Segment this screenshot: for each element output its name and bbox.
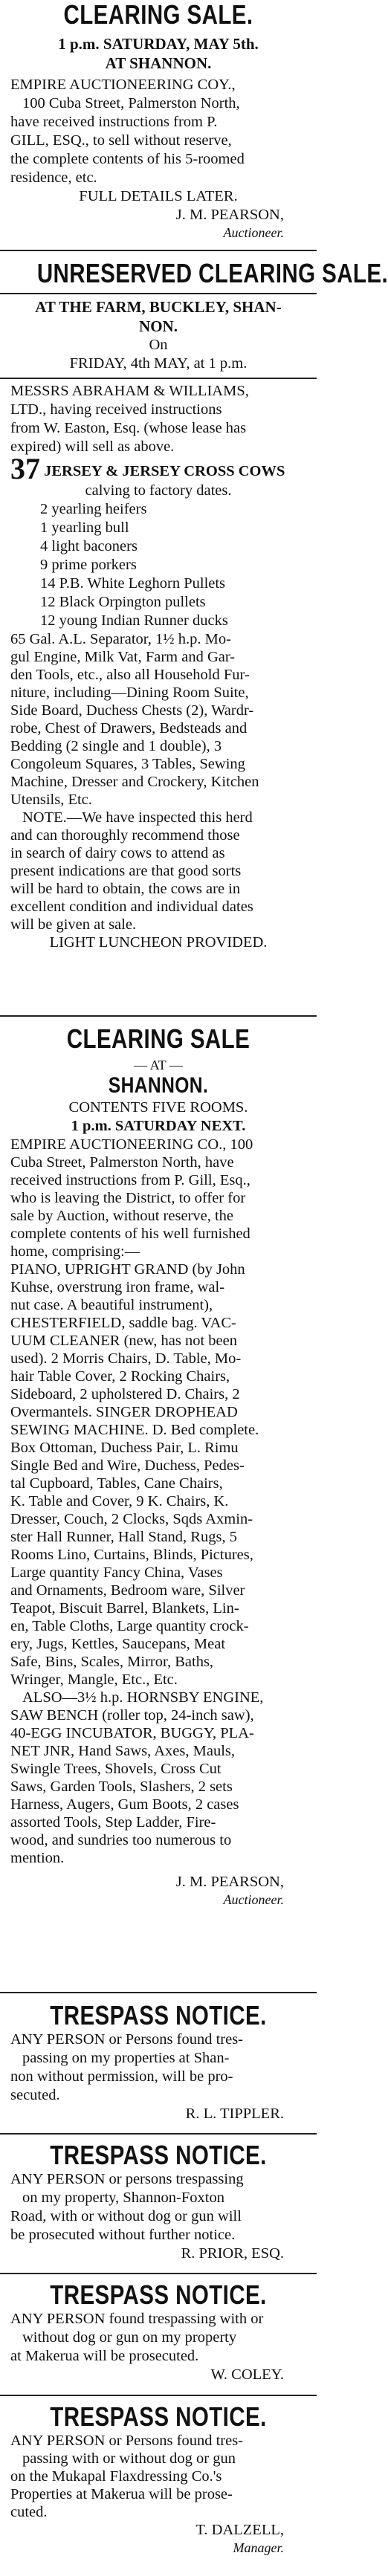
ad3-time: 1 p.m. SATURDAY NEXT.	[71, 1118, 246, 1134]
ad3-line: CHESTERFIELD, saddle bag. VAC-	[10, 1315, 236, 1331]
divider	[0, 1992, 317, 1993]
ad3-line: EMPIRE AUCTIONEERING CO., 100	[10, 1136, 253, 1153]
ad-clearing-sale-may	[0, 0, 317, 241]
ad1-line: GILL, ESQ., to sell without reserve,	[10, 132, 232, 149]
ad3-line: tal Cupboard, Tables, Cane Chairs,	[10, 1475, 223, 1492]
ad2-line: gul Engine, Milk Vat, Farm and Gar-	[10, 649, 236, 665]
ad3-line: assorted Tools, Step Ladder, Fire-	[10, 1814, 216, 1831]
ad1-date: 1 p.m. SATURDAY, MAY 5th.	[58, 35, 259, 53]
ad6-signature: W. COLEY.	[210, 2366, 284, 2383]
ad2-line: Congoleum Squares, 3 Tables, Sewing	[10, 756, 245, 772]
ad6-line: at Makerua will be prosecuted.	[10, 2348, 199, 2364]
ad5-line: on my property, Shannon-Foxton	[22, 2190, 224, 2206]
ad3-signature: J. M. PEARSON,	[175, 1874, 284, 1890]
ad2-item: 2 yearling heifers	[40, 501, 147, 517]
ad3-line: Single Bed and Wire, Duchess, Pedes-	[10, 1457, 245, 1474]
ad2-line: expired) will sell as above.	[10, 438, 175, 455]
ad1-line: the complete contents of his 5-roomed	[10, 151, 245, 167]
ad3-role: Auctioneer.	[223, 1892, 284, 1907]
ad3-line: complete contents of his well furnished	[10, 1226, 250, 1242]
ad3-line: en, Table Cloths, Large quantity crock-	[10, 1618, 249, 1634]
ad3-headline: CLEARING SALE	[66, 1023, 250, 1054]
ad-unreserved-clearing-sale	[0, 258, 388, 952]
ad2-intro	[10, 382, 306, 456]
ad3-line: Overmantels. SINGER DROPHEAD	[10, 1404, 238, 1420]
ad3-line: 40-EGG INCUBATOR, BUGGY, PLA-	[10, 1725, 254, 1741]
divider	[0, 250, 317, 251]
ad2-line: in search of dairy cows to attend as	[10, 845, 225, 861]
ad3-line: Rooms Lino, Curtains, Blinds, Pictures,	[10, 1547, 253, 1563]
ad2-line: MESSRS ABRAHAM & WILLIAMS,	[10, 383, 249, 399]
ad3-line: Harness, Augers, Gum Boots, 2 cases	[10, 1796, 239, 1813]
ad3-line: who is leaving the District, to offer for	[10, 1190, 246, 1206]
divider	[0, 293, 317, 294]
ad3-line: Swingle Trees, Shovels, Cross Cut	[10, 1761, 222, 1777]
ad2-line: Utensils, Etc.	[10, 792, 92, 808]
ad2-line: will be hard to obtain, the cows are in	[10, 881, 241, 897]
ad3-line: Saws, Garden Tools, Slashers, 2 sets	[10, 1779, 233, 1795]
ad3-line: ery, Jugs, Kettles, Saucepans, Meat	[10, 1636, 226, 1652]
ad6-line: ANY PERSON found trespassing with or	[10, 2311, 264, 2327]
ad3-line: and Ornaments, Bedroom ware, Silver	[10, 1582, 245, 1599]
ad2-item: 9 prime porkers	[40, 557, 137, 573]
ad3-line: SEWING MACHINE. D. Bed complete.	[10, 1422, 259, 1438]
ad2-on: On	[149, 337, 168, 353]
ad3-line: home, comprising:—	[10, 1243, 140, 1260]
ad3-line: ALSO—3½ h.p. HORNSBY ENGINE,	[22, 1689, 264, 1706]
ad3-line: wood, and sundries too numerous to	[10, 1832, 232, 1848]
ad1-line: have received instructions from P.	[10, 114, 218, 130]
ad5-line: ANY PERSON or persons trespassing	[10, 2171, 244, 2187]
divider	[0, 2273, 317, 2274]
ad-clearing-sale-shannon	[0, 1024, 317, 1908]
divider	[0, 1015, 317, 1017]
ad-trespass-coley	[0, 2280, 317, 2384]
ad2-cows-number: 37	[10, 452, 40, 485]
ad1-line: 100 Cuba Street, Palmerston North,	[22, 95, 240, 111]
ad3-line: K. Table and Cover, 9 K. Chairs, K.	[10, 1493, 229, 1509]
ad7-line: Properties at Makerua will be prose-	[10, 2486, 233, 2502]
ad4-headline: TRESPASS NOTICE.	[50, 2000, 267, 2030]
ad3-line: Box Ottoman, Duchess Pair, L. Rimu	[10, 1440, 239, 1456]
ad2-line: niture, including—Dining Room Suite,	[10, 685, 249, 701]
ad3-line: PIANO, UPRIGHT GRAND (by John	[10, 1261, 245, 1278]
ad6-headline: TRESPASS NOTICE.	[50, 2279, 267, 2310]
divider	[0, 2133, 317, 2135]
ad2-note	[10, 809, 306, 933]
ad2-cows-sub: calving to factory dates.	[85, 482, 232, 499]
divider	[0, 2395, 317, 2396]
ad2-item: 12 Black Orpington pullets	[40, 594, 206, 610]
ad2-cows	[10, 452, 306, 485]
ad2-lunch: LIGHT LUNCHEON PROVIDED.	[49, 934, 268, 951]
ad2-line: and can thoroughly recommend those	[10, 827, 240, 844]
ad2-line: den Tools, etc., also all Household Fur-	[10, 667, 250, 683]
ad3-at: — AT —	[134, 1058, 183, 1072]
ad3-body	[10, 1136, 306, 1867]
ad1-details: FULL DETAILS LATER.	[79, 188, 238, 204]
ad2-line: NOTE.—We have inspected this herd	[22, 809, 253, 826]
ad3-line: UUM CLEANER (new, has not been	[10, 1333, 237, 1349]
divider	[0, 378, 317, 379]
ad2-farm-line: NON.	[139, 317, 178, 335]
ad1-role: Auctioneer.	[223, 225, 284, 240]
ad2-line: Bedding (2 single and 1 double), 3	[10, 738, 222, 754]
ad-trespass-prior	[0, 2140, 317, 2263]
ad4-line: secuted.	[10, 2087, 60, 2103]
ad7-line: ANY PERSON or Persons found tres-	[10, 2433, 243, 2449]
ad2-item: 4 light baconers	[40, 538, 138, 554]
ad3-line: NET JNR, Hand Saws, Axes, Mauls,	[10, 1743, 235, 1759]
ad3-line: hair Table Cover, 2 Rocking Chairs,	[10, 1368, 230, 1385]
ad6-line: without dog or gun on my property	[22, 2329, 237, 2346]
ad3-place: SHANNON.	[108, 1073, 209, 1098]
ad2-item: 1 yearling bull	[40, 520, 129, 536]
ad2-line: robe, Chest of Drawers, Bedsteads and	[10, 720, 248, 737]
ad4-line: passing on my properties at Shan-	[22, 2050, 230, 2066]
ad7-headline: TRESPASS NOTICE.	[50, 2401, 267, 2432]
ad7-line: cuted.	[10, 2504, 48, 2520]
ad5-line: be prosecuted without further notice.	[10, 2227, 236, 2243]
ad3-line: Teapot, Biscuit Barrel, Blankets, Lin-	[10, 1600, 239, 1617]
ad3-line: Cuba Street, Palmerston North, have	[10, 1154, 234, 1171]
ad-trespass-dalzell	[0, 2402, 317, 2556]
ad1-place: AT SHANNON.	[105, 54, 212, 72]
ad3-line: Sideboard, 2 upholstered D. Chairs, 2	[10, 1386, 240, 1402]
ad2-line: will be given at sale.	[10, 916, 137, 933]
ad2-line: present indications are that good sorts	[10, 863, 242, 879]
ad4-line: ANY PERSON or Persons found tres-	[10, 2031, 243, 2048]
ad3-line: Kuhse, overstrung iron frame, wal-	[10, 1279, 225, 1295]
ad2-items	[10, 500, 306, 630]
ad2-item: 14 P.B. White Leghorn Pullets	[40, 575, 226, 592]
ad3-rooms: CONTENTS FIVE ROOMS.	[68, 1099, 248, 1116]
ad5-signature: R. PRIOR, ESQ.	[181, 2245, 284, 2262]
ad7-signature: T. DALZELL,	[195, 2522, 284, 2538]
ad2-date: FRIDAY, 4th MAY, at 1 p.m.	[69, 355, 248, 372]
ad3-line: Safe, Bins, Scales, Mirror, Baths,	[10, 1654, 214, 1670]
ad2-headline: UNRESERVED CLEARING SALE.	[36, 258, 388, 288]
ad1-headline: CLEARING SALE.	[63, 0, 253, 30]
ad3-line: sale by Auction, without reserve, the	[10, 1208, 234, 1224]
ad2-cows-text: JERSEY & JERSEY CROSS COWS	[44, 463, 285, 479]
ad4-body	[10, 2030, 306, 2105]
ad1-line: residence, etc.	[10, 169, 97, 186]
ad1-line: EMPIRE AUCTIONEERING COY.,	[10, 77, 236, 93]
ad4-line: non without permission, will be pro-	[10, 2068, 233, 2085]
ad2-line: from W. Easton, Esq. (whose lease has	[10, 420, 247, 436]
ad3-line: Large quantity Fancy China, Vases	[10, 1564, 223, 1581]
ad2-item: 12 young Indian Runner ducks	[40, 612, 228, 629]
ad3-line: SAW BENCH (roller top, 24-inch saw),	[10, 1707, 254, 1724]
ad1-body	[10, 76, 306, 187]
ad5-headline: TRESPASS NOTICE.	[50, 2140, 267, 2170]
ad2-line: Side Board, Duchess Chests (2), Wardr-	[10, 702, 254, 719]
ad2-line: 65 Gal. A.L. Separator, 1½ h.p. Mo-	[10, 631, 231, 647]
ad3-line: nut case. A beautiful instrument),	[10, 1297, 213, 1313]
ad7-body	[10, 2432, 306, 2521]
ad-trespass-tippler	[0, 2001, 317, 2123]
ad6-body	[10, 2310, 306, 2366]
ad7-role: Manager.	[233, 2540, 284, 2555]
ad2-farm-line: AT THE FARM, BUCKLEY, SHAN-	[35, 298, 282, 316]
ad2-line: LTD., having received instructions	[10, 401, 222, 418]
ad3-line: used). 2 Morris Chairs, D. Table, Mo-	[10, 1350, 242, 1367]
ad4-signature: R. L. TIPPLER.	[185, 2106, 284, 2122]
ad2-sundries	[10, 630, 306, 809]
ad3-line: Wringer, Mangle, Etc., Etc.	[10, 1672, 178, 1688]
ad3-line: mention.	[10, 1850, 65, 1866]
ad5-line: Road, with or without dog or gun will	[10, 2208, 242, 2224]
ad5-body	[10, 2170, 306, 2245]
ad1-signature: J. M. PEARSON,	[175, 207, 284, 223]
ad3-line: received instructions from P. Gill, Esq.,	[10, 1172, 250, 1188]
ad2-line: excellent condition and individual dates	[10, 899, 253, 915]
ad3-line: Dresser, Couch, 2 Clocks, Sqds Axmin-	[10, 1511, 253, 1527]
ad3-line: ster Hall Runner, Hall Stand, Rugs, 5	[10, 1529, 237, 1545]
ad2-line: Machine, Dresser and Crockery, Kitchen	[10, 774, 259, 790]
ad7-line: on the Mukapal Flaxdressing Co.'s	[10, 2468, 222, 2485]
ad7-line: passing with or without dog or gun	[22, 2450, 236, 2467]
